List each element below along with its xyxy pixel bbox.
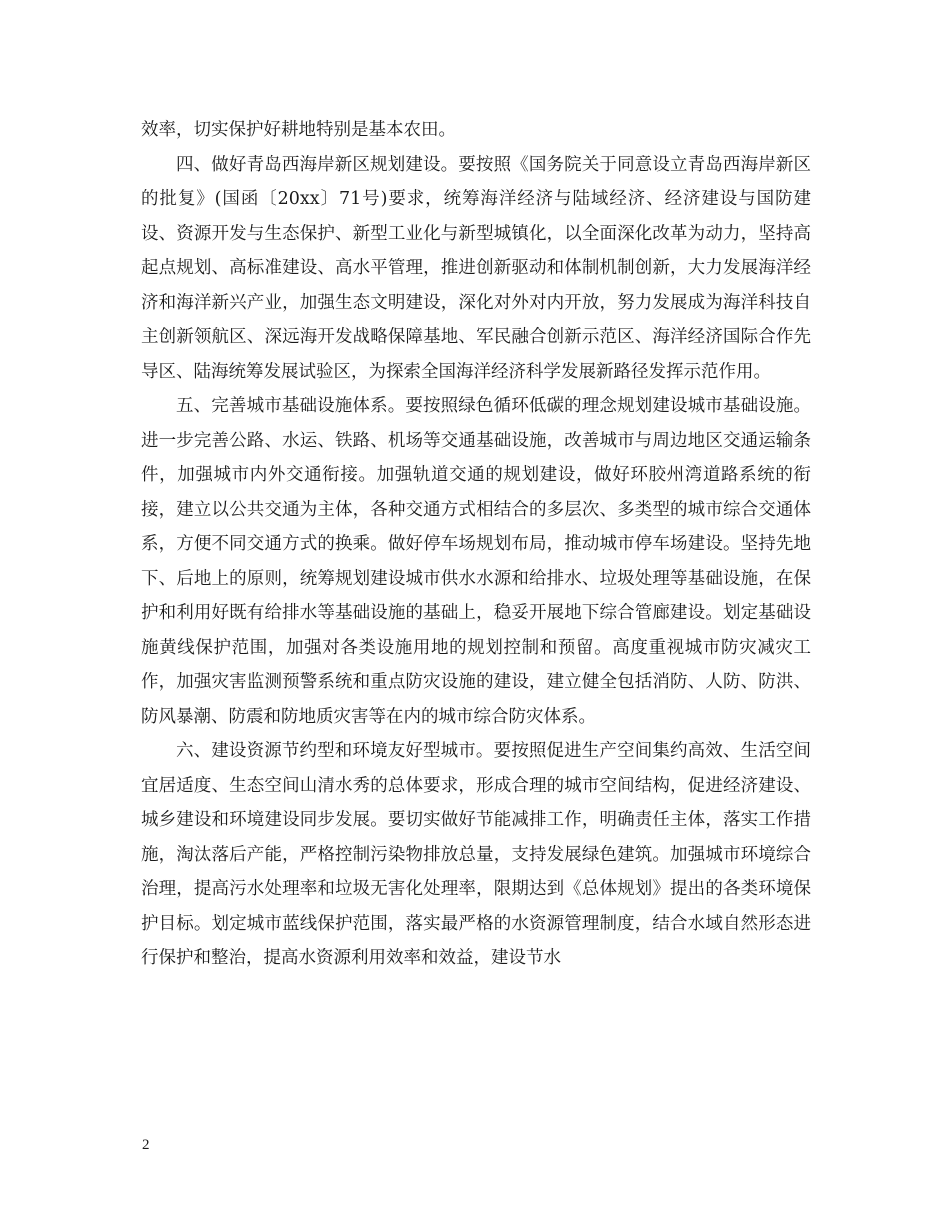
paragraph-west-coast-new-area: 四、做好青岛西海岸新区规划建设。要按照《国务院关于同意设立青岛西海岸新区的批复》(国函〔20xx〕71号)要求，统筹海洋经济与陆域经济、经济建设与国防建设、资源开发与生态保护、新型工业化与新型城镇化，以全面深化改革为动力，坚持高起点规划、高标准建设、高水平管理，推进创新驱动和体制机制创新，大力发展海洋经济和海洋新兴产业，加强生态文明建设，深化对外对内开放，努力发展成为海洋科技自主创新领航区、深远海开发战略保障基地、军民融合创新示范区、海洋经济国际合作先导区、陆海统筹发展试验区，为探索全国海洋经济科学发展新路径发挥示范作用。	[141, 154, 811, 382]
paragraph-resource-saving-city: 六、建设资源节约型和环境友好型城市。要按照促进生产空间集约高效、生活空间宜居适度、生态空间山清水秀的总体要求，形成合理的城市空间结构，促进经济建设、城乡建设和环境建设同步发展。要切实做好节能减排工作，明确责任主体，落实工作措施，淘汰落后产能，严格控制污染物排放总量，支持发展绿色建筑。加强城市环境综合治理，提高污水处理率和垃圾无害化处理率，限期达到《总体规划》提出的各类环境保护目标。划定城市蓝线保护范围，落实最严格的水资源管理制度，结合水域自然形态进行保护和整治，提高水资源利用效率和效益，建设节水	[141, 741, 811, 968]
paragraph-infrastructure: 五、完善城市基础设施体系。要按照绿色循环低碳的理念规划建设城市基础设施。进一步完善公路、水运、铁路、机场等交通基础设施，改善城市与周边地区交通运输条件，加强城市内外交通衔接。加强轨道交通的规划建设，做好环胶州湾道路系统的衔接，建立以公共交通为主体，各种交通方式相结合的多层次、多类型的城市综合交通体系，方便不同交通方式的换乘。做好停车场规划布局，推动城市停车场建设。坚持先地下、后地上的原则，统筹规划建设城市供水水源和给排水、垃圾处理等基础设施，在保护和利用好既有给排水等基础设施的基础上，稳妥开展地下综合管廊建设。划定基础设施黄线保护范围，加强对各类设施用地的规划控制和预留。高度重视城市防灾减灾工作，加强灾害监测预警系统和重点防灾设施的建设，建立健全包括消防、人防、防洪、防风暴潮、防震和防地质灾害等在内的城市综合防灾体系。	[141, 396, 811, 727]
document-body	[141, 113, 811, 976]
page-number: 2	[142, 1137, 150, 1153]
paragraph-continuation: 效率，切实保护好耕地特别是基本农田。	[141, 120, 456, 140]
